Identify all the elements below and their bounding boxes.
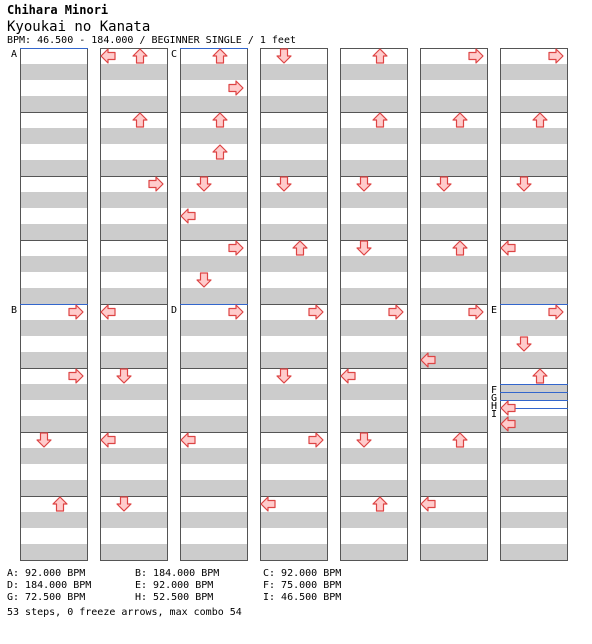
beat-stripe — [340, 288, 408, 304]
beat-stripe — [180, 192, 248, 208]
beat-stripe — [260, 512, 328, 528]
beat-stripe — [500, 64, 568, 80]
beat-stripe — [100, 288, 168, 304]
beat-stripe — [100, 512, 168, 528]
beat-stripe — [340, 128, 408, 144]
bpm-marker-a: A — [11, 49, 18, 60]
legend-entry-d: D: 184.000 BPM — [7, 580, 92, 591]
beat-stripe — [20, 224, 88, 240]
beat-stripe — [500, 288, 568, 304]
beat-stripe — [340, 544, 408, 560]
beat-stripe — [500, 320, 568, 336]
beat-stripe — [20, 320, 88, 336]
beat-stripe — [20, 288, 88, 304]
beat-stripe — [340, 512, 408, 528]
beat-stripe — [20, 160, 88, 176]
beat-stripe — [100, 352, 168, 368]
beat-stripe — [260, 384, 328, 400]
beat-stripe — [260, 448, 328, 464]
bpm-marker-i: I — [491, 409, 498, 420]
beat-stripe — [500, 480, 568, 496]
beat-stripe — [100, 160, 168, 176]
beat-stripe — [420, 288, 488, 304]
step-summary: 53 steps, 0 freeze arrows, max combo 54 — [7, 607, 242, 618]
beat-stripe — [260, 96, 328, 112]
beat-stripe — [20, 128, 88, 144]
beat-stripe — [100, 416, 168, 432]
beat-stripe — [100, 96, 168, 112]
bpm-info: BPM: 46.500 - 184.000 / BEGINNER SINGLE / 1 feet — [7, 35, 296, 46]
bpm-marker-g: G — [491, 393, 498, 404]
beat-stripe — [340, 480, 408, 496]
legend-entry-a: A: 92.000 BPM — [7, 568, 86, 579]
beat-stripe — [260, 320, 328, 336]
legend-entry-b: B: 184.000 BPM — [135, 568, 220, 579]
beat-stripe — [20, 352, 88, 368]
beat-stripe — [100, 448, 168, 464]
bpm-marker-d: D — [171, 305, 178, 316]
beat-stripe — [340, 256, 408, 272]
beat-stripe — [100, 224, 168, 240]
beat-stripe — [420, 320, 488, 336]
legend-entry-c: C: 92.000 BPM — [263, 568, 342, 579]
beat-stripe — [340, 96, 408, 112]
beat-stripe — [100, 128, 168, 144]
beat-stripe — [100, 64, 168, 80]
beat-stripe — [500, 544, 568, 560]
beat-stripe — [420, 128, 488, 144]
beat-stripe — [180, 256, 248, 272]
beat-stripe — [420, 512, 488, 528]
beat-stripe — [180, 544, 248, 560]
beat-stripe — [500, 352, 568, 368]
beat-stripe — [20, 256, 88, 272]
beat-stripe — [20, 480, 88, 496]
beat-stripe — [180, 448, 248, 464]
beat-stripe — [260, 544, 328, 560]
beat-stripe — [180, 160, 248, 176]
beat-stripe — [100, 544, 168, 560]
beat-stripe — [420, 480, 488, 496]
beat-stripe — [340, 352, 408, 368]
bpm-marker-e: E — [491, 305, 498, 316]
legend-entry-i: I: 46.500 BPM — [263, 592, 342, 603]
legend-entry-h: H: 52.500 BPM — [135, 592, 214, 603]
beat-stripe — [100, 384, 168, 400]
song-title: Kyoukai no Kanata — [7, 19, 151, 35]
beat-stripe — [260, 352, 328, 368]
beat-stripe — [260, 64, 328, 80]
beat-stripe — [260, 192, 328, 208]
beat-stripe — [500, 448, 568, 464]
beat-stripe — [500, 160, 568, 176]
beat-stripe — [180, 96, 248, 112]
beat-stripe — [420, 96, 488, 112]
beat-stripe — [260, 160, 328, 176]
beat-stripe — [20, 448, 88, 464]
beat-stripe — [340, 320, 408, 336]
beat-stripe — [180, 416, 248, 432]
beat-stripe — [340, 192, 408, 208]
beat-stripe — [180, 128, 248, 144]
beat-stripe — [20, 512, 88, 528]
beat-stripe — [420, 64, 488, 80]
beat-stripe — [180, 320, 248, 336]
beat-stripe — [420, 416, 488, 432]
beat-stripe — [500, 224, 568, 240]
beat-stripe — [20, 64, 88, 80]
beat-stripe — [260, 480, 328, 496]
beat-stripe — [260, 128, 328, 144]
bpm-marker-f: F — [491, 385, 498, 396]
legend-entry-f: F: 75.000 BPM — [263, 580, 342, 591]
beat-stripe — [180, 288, 248, 304]
beat-stripe — [340, 64, 408, 80]
beat-stripe — [340, 416, 408, 432]
beat-stripe — [340, 160, 408, 176]
beat-stripe — [340, 448, 408, 464]
beat-stripe — [100, 192, 168, 208]
beat-stripe — [500, 256, 568, 272]
bpm-marker-h: H — [491, 401, 498, 412]
beat-stripe — [420, 192, 488, 208]
beat-stripe — [260, 256, 328, 272]
beat-stripe — [20, 96, 88, 112]
beat-stripe — [100, 256, 168, 272]
beat-stripe — [100, 320, 168, 336]
beat-stripe — [420, 160, 488, 176]
beat-stripe — [180, 224, 248, 240]
beat-stripe — [260, 288, 328, 304]
legend-entry-g: G: 72.500 BPM — [7, 592, 86, 603]
beat-stripe — [500, 512, 568, 528]
beat-stripe — [420, 224, 488, 240]
legend-entry-e: E: 92.000 BPM — [135, 580, 214, 591]
beat-stripe — [20, 192, 88, 208]
beat-stripe — [420, 384, 488, 400]
beat-stripe — [340, 224, 408, 240]
beat-stripe — [500, 128, 568, 144]
beat-stripe — [260, 224, 328, 240]
beat-stripe — [100, 480, 168, 496]
beat-stripe — [420, 448, 488, 464]
beat-stripe — [500, 96, 568, 112]
bpm-marker-b: B — [11, 305, 18, 316]
beat-stripe — [180, 512, 248, 528]
beat-stripe — [420, 544, 488, 560]
beat-stripe — [20, 416, 88, 432]
beat-stripe — [180, 64, 248, 80]
bpm-marker-c: C — [171, 49, 178, 60]
beat-stripe — [20, 384, 88, 400]
beat-stripe — [420, 256, 488, 272]
beat-stripe — [180, 352, 248, 368]
beat-stripe — [340, 384, 408, 400]
beat-stripe — [20, 544, 88, 560]
beat-stripe — [180, 384, 248, 400]
beat-stripe — [180, 480, 248, 496]
artist-name: Chihara Minori — [7, 3, 109, 17]
beat-stripe — [260, 416, 328, 432]
beat-stripe — [500, 192, 568, 208]
